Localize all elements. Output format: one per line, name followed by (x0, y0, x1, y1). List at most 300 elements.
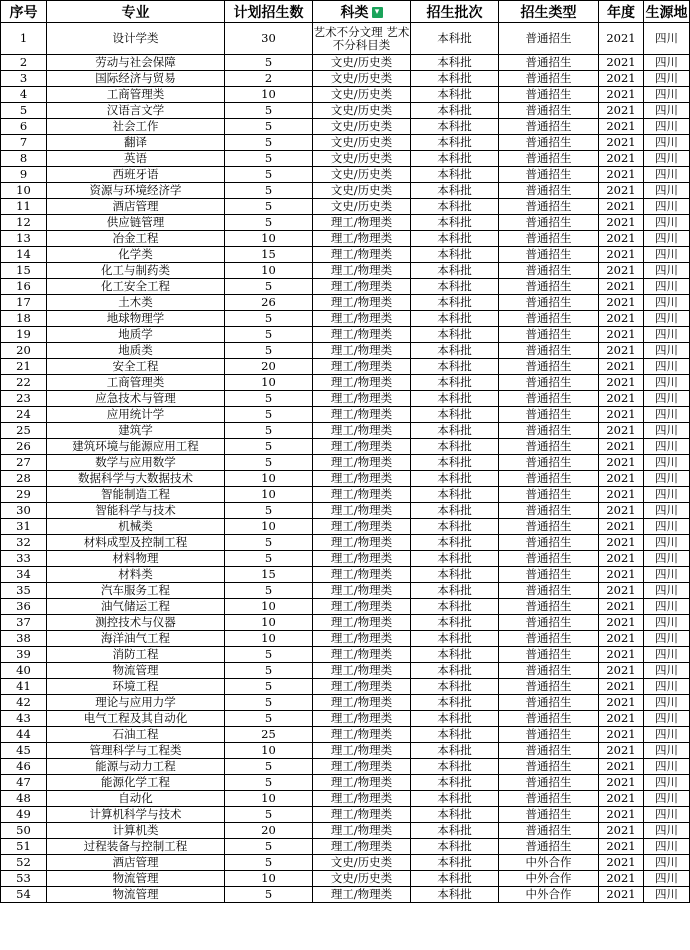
cell-index: 39 (1, 647, 47, 663)
cell-index: 3 (1, 71, 47, 87)
cell-batch: 本科批 (411, 743, 499, 759)
cell-plan: 5 (225, 279, 313, 295)
cell-major: 冶金工程 (47, 231, 225, 247)
cell-region: 四川 (644, 231, 690, 247)
cell-subject: 理工/物理类 (313, 759, 411, 775)
cell-subject: 艺术不分文理 艺术不分科目类 (313, 23, 411, 55)
cell-major: 海洋油气工程 (47, 631, 225, 647)
table-row (1, 343, 690, 359)
cell-index: 44 (1, 727, 47, 743)
cell-type: 普通招生 (499, 615, 599, 631)
cell-year: 2021 (599, 791, 644, 807)
cell-region: 四川 (644, 775, 690, 791)
cell-plan: 5 (225, 215, 313, 231)
cell-index: 24 (1, 407, 47, 423)
cell-plan: 5 (225, 167, 313, 183)
cell-type: 普通招生 (499, 455, 599, 471)
cell-batch: 本科批 (411, 871, 499, 887)
cell-region: 四川 (644, 327, 690, 343)
cell-plan: 20 (225, 359, 313, 375)
cell-type: 普通招生 (499, 263, 599, 279)
table-row (1, 679, 690, 695)
cell-batch: 本科批 (411, 519, 499, 535)
cell-index: 6 (1, 119, 47, 135)
table-row (1, 423, 690, 439)
cell-index: 8 (1, 151, 47, 167)
cell-subject: 理工/物理类 (313, 535, 411, 551)
cell-major: 地质类 (47, 343, 225, 359)
cell-plan: 5 (225, 439, 313, 455)
cell-type: 普通招生 (499, 599, 599, 615)
cell-major: 设计学类 (47, 23, 225, 55)
table-row (1, 167, 690, 183)
cell-subject: 理工/物理类 (313, 455, 411, 471)
cell-year: 2021 (599, 535, 644, 551)
cell-batch: 本科批 (411, 231, 499, 247)
cell-year: 2021 (599, 183, 644, 199)
cell-year: 2021 (599, 375, 644, 391)
table-row (1, 839, 690, 855)
cell-type: 普通招生 (499, 23, 599, 55)
cell-index: 49 (1, 807, 47, 823)
cell-index: 51 (1, 839, 47, 855)
table-row (1, 455, 690, 471)
cell-year: 2021 (599, 199, 644, 215)
table-row (1, 103, 690, 119)
cell-index: 38 (1, 631, 47, 647)
cell-type: 普通招生 (499, 183, 599, 199)
cell-plan: 25 (225, 727, 313, 743)
cell-major: 自动化 (47, 791, 225, 807)
cell-major: 建筑学 (47, 423, 225, 439)
cell-batch: 本科批 (411, 471, 499, 487)
cell-type: 普通招生 (499, 391, 599, 407)
cell-batch: 本科批 (411, 679, 499, 695)
table-row (1, 215, 690, 231)
cell-year: 2021 (599, 407, 644, 423)
cell-subject: 理工/物理类 (313, 375, 411, 391)
cell-region: 四川 (644, 199, 690, 215)
cell-major: 管理科学与工程类 (47, 743, 225, 759)
cell-batch: 本科批 (411, 327, 499, 343)
cell-type: 普通招生 (499, 343, 599, 359)
cell-index: 15 (1, 263, 47, 279)
cell-type: 普通招生 (499, 279, 599, 295)
cell-year: 2021 (599, 135, 644, 151)
cell-plan: 10 (225, 519, 313, 535)
cell-year: 2021 (599, 455, 644, 471)
cell-major: 测控技术与仪器 (47, 615, 225, 631)
cell-index: 11 (1, 199, 47, 215)
cell-year: 2021 (599, 215, 644, 231)
cell-region: 四川 (644, 135, 690, 151)
cell-major: 智能科学与技术 (47, 503, 225, 519)
cell-batch: 本科批 (411, 343, 499, 359)
cell-batch: 本科批 (411, 71, 499, 87)
cell-year: 2021 (599, 663, 644, 679)
table-row (1, 71, 690, 87)
cell-subject: 理工/物理类 (313, 295, 411, 311)
cell-batch: 本科批 (411, 391, 499, 407)
cell-year: 2021 (599, 855, 644, 871)
header-type: 招生类型 (499, 1, 599, 23)
cell-index: 23 (1, 391, 47, 407)
cell-type: 普通招生 (499, 631, 599, 647)
cell-index: 30 (1, 503, 47, 519)
cell-subject: 文史/历史类 (313, 135, 411, 151)
cell-region: 四川 (644, 583, 690, 599)
cell-year: 2021 (599, 231, 644, 247)
cell-subject: 理工/物理类 (313, 663, 411, 679)
table-row (1, 487, 690, 503)
cell-index: 14 (1, 247, 47, 263)
cell-type: 普通招生 (499, 87, 599, 103)
cell-batch: 本科批 (411, 647, 499, 663)
table-row (1, 231, 690, 247)
table-row (1, 823, 690, 839)
cell-subject: 理工/物理类 (313, 391, 411, 407)
cell-plan: 5 (225, 119, 313, 135)
cell-major: 酒店管理 (47, 199, 225, 215)
cell-region: 四川 (644, 855, 690, 871)
cell-index: 1 (1, 23, 47, 55)
table-row (1, 439, 690, 455)
cell-region: 四川 (644, 615, 690, 631)
filter-icon[interactable]: ▾ (372, 7, 383, 18)
cell-index: 53 (1, 871, 47, 887)
cell-region: 四川 (644, 743, 690, 759)
cell-region: 四川 (644, 519, 690, 535)
header-subject-label: 科类 (340, 4, 369, 21)
cell-subject: 文史/历史类 (313, 167, 411, 183)
cell-year: 2021 (599, 839, 644, 855)
cell-plan: 30 (225, 23, 313, 55)
cell-index: 10 (1, 183, 47, 199)
cell-plan: 5 (225, 663, 313, 679)
cell-index: 27 (1, 455, 47, 471)
cell-year: 2021 (599, 167, 644, 183)
cell-major: 工商管理类 (47, 375, 225, 391)
cell-plan: 5 (225, 151, 313, 167)
cell-year: 2021 (599, 519, 644, 535)
cell-subject: 文史/历史类 (313, 871, 411, 887)
table-row (1, 615, 690, 631)
cell-batch: 本科批 (411, 487, 499, 503)
table-row (1, 247, 690, 263)
header-batch: 招生批次 (411, 1, 499, 23)
cell-region: 四川 (644, 423, 690, 439)
table-row (1, 391, 690, 407)
cell-subject: 理工/物理类 (313, 471, 411, 487)
cell-major: 化工与制药类 (47, 263, 225, 279)
cell-type: 普通招生 (499, 215, 599, 231)
table-row (1, 519, 690, 535)
cell-type: 普通招生 (499, 199, 599, 215)
cell-major: 建筑环境与能源应用工程 (47, 439, 225, 455)
table-row (1, 887, 690, 903)
cell-major: 能源与动力工程 (47, 759, 225, 775)
cell-subject: 理工/物理类 (313, 631, 411, 647)
cell-year: 2021 (599, 295, 644, 311)
cell-subject: 理工/物理类 (313, 423, 411, 439)
cell-type: 普通招生 (499, 679, 599, 695)
cell-type: 普通招生 (499, 551, 599, 567)
cell-major: 智能制造工程 (47, 487, 225, 503)
cell-subject: 理工/物理类 (313, 279, 411, 295)
table-row (1, 55, 690, 71)
cell-subject: 理工/物理类 (313, 567, 411, 583)
table-row (1, 551, 690, 567)
cell-index: 16 (1, 279, 47, 295)
cell-major: 汉语言文学 (47, 103, 225, 119)
cell-region: 四川 (644, 791, 690, 807)
cell-type: 普通招生 (499, 295, 599, 311)
cell-index: 29 (1, 487, 47, 503)
cell-region: 四川 (644, 487, 690, 503)
cell-region: 四川 (644, 631, 690, 647)
cell-year: 2021 (599, 711, 644, 727)
cell-plan: 10 (225, 615, 313, 631)
table-row (1, 87, 690, 103)
cell-subject: 理工/物理类 (313, 519, 411, 535)
cell-year: 2021 (599, 551, 644, 567)
cell-subject: 理工/物理类 (313, 327, 411, 343)
cell-type: 普通招生 (499, 839, 599, 855)
cell-subject: 文史/历史类 (313, 87, 411, 103)
cell-type: 中外合作 (499, 871, 599, 887)
cell-major: 计算机类 (47, 823, 225, 839)
cell-major: 理论与应用力学 (47, 695, 225, 711)
cell-batch: 本科批 (411, 503, 499, 519)
cell-major: 化学类 (47, 247, 225, 263)
cell-major: 劳动与社会保障 (47, 55, 225, 71)
cell-year: 2021 (599, 279, 644, 295)
table-row (1, 151, 690, 167)
cell-batch: 本科批 (411, 199, 499, 215)
cell-plan: 2 (225, 71, 313, 87)
cell-plan: 5 (225, 407, 313, 423)
cell-subject: 理工/物理类 (313, 647, 411, 663)
cell-index: 19 (1, 327, 47, 343)
cell-batch: 本科批 (411, 695, 499, 711)
cell-index: 9 (1, 167, 47, 183)
cell-batch: 本科批 (411, 87, 499, 103)
cell-region: 四川 (644, 871, 690, 887)
cell-year: 2021 (599, 263, 644, 279)
cell-plan: 5 (225, 199, 313, 215)
cell-region: 四川 (644, 679, 690, 695)
cell-plan: 5 (225, 583, 313, 599)
cell-subject: 理工/物理类 (313, 887, 411, 903)
cell-plan: 5 (225, 183, 313, 199)
cell-year: 2021 (599, 359, 644, 375)
cell-year: 2021 (599, 487, 644, 503)
cell-region: 四川 (644, 391, 690, 407)
cell-major: 机械类 (47, 519, 225, 535)
table-row (1, 663, 690, 679)
cell-region: 四川 (644, 103, 690, 119)
cell-region: 四川 (644, 343, 690, 359)
cell-region: 四川 (644, 455, 690, 471)
cell-subject: 理工/物理类 (313, 311, 411, 327)
cell-region: 四川 (644, 535, 690, 551)
cell-region: 四川 (644, 599, 690, 615)
cell-subject: 理工/物理类 (313, 679, 411, 695)
cell-plan: 5 (225, 503, 313, 519)
cell-region: 四川 (644, 567, 690, 583)
table-row (1, 695, 690, 711)
cell-region: 四川 (644, 471, 690, 487)
table-row (1, 471, 690, 487)
cell-batch: 本科批 (411, 567, 499, 583)
cell-major: 材料成型及控制工程 (47, 535, 225, 551)
cell-type: 普通招生 (499, 359, 599, 375)
cell-batch: 本科批 (411, 151, 499, 167)
cell-type: 普通招生 (499, 583, 599, 599)
cell-index: 46 (1, 759, 47, 775)
cell-batch: 本科批 (411, 775, 499, 791)
cell-year: 2021 (599, 727, 644, 743)
cell-batch: 本科批 (411, 551, 499, 567)
cell-year: 2021 (599, 247, 644, 263)
cell-subject: 理工/物理类 (313, 503, 411, 519)
cell-type: 普通招生 (499, 487, 599, 503)
table-row (1, 263, 690, 279)
cell-year: 2021 (599, 615, 644, 631)
cell-region: 四川 (644, 375, 690, 391)
header-row (1, 1, 690, 23)
cell-type: 普通招生 (499, 759, 599, 775)
cell-batch: 本科批 (411, 263, 499, 279)
cell-region: 四川 (644, 295, 690, 311)
header-region: 生源地 (644, 1, 690, 23)
cell-batch: 本科批 (411, 711, 499, 727)
cell-major: 应用统计学 (47, 407, 225, 423)
cell-batch: 本科批 (411, 823, 499, 839)
cell-plan: 5 (225, 695, 313, 711)
cell-major: 社会工作 (47, 119, 225, 135)
cell-region: 四川 (644, 311, 690, 327)
table-row (1, 295, 690, 311)
table-row (1, 535, 690, 551)
cell-type: 普通招生 (499, 519, 599, 535)
cell-year: 2021 (599, 599, 644, 615)
table-body (1, 23, 690, 903)
table-row (1, 727, 690, 743)
cell-region: 四川 (644, 279, 690, 295)
cell-subject: 理工/物理类 (313, 839, 411, 855)
cell-region: 四川 (644, 23, 690, 55)
cell-plan: 5 (225, 647, 313, 663)
cell-index: 13 (1, 231, 47, 247)
table-row (1, 327, 690, 343)
cell-major: 化工安全工程 (47, 279, 225, 295)
cell-major: 地质学 (47, 327, 225, 343)
cell-plan: 5 (225, 311, 313, 327)
cell-subject: 理工/物理类 (313, 439, 411, 455)
cell-index: 2 (1, 55, 47, 71)
cell-index: 12 (1, 215, 47, 231)
cell-batch: 本科批 (411, 663, 499, 679)
cell-subject: 理工/物理类 (313, 807, 411, 823)
cell-plan: 5 (225, 343, 313, 359)
cell-batch: 本科批 (411, 215, 499, 231)
table-row (1, 199, 690, 215)
header-index: 序号 (1, 1, 47, 23)
cell-type: 普通招生 (499, 503, 599, 519)
cell-major: 材料类 (47, 567, 225, 583)
cell-year: 2021 (599, 807, 644, 823)
cell-index: 45 (1, 743, 47, 759)
cell-plan: 10 (225, 871, 313, 887)
cell-type: 普通招生 (499, 727, 599, 743)
cell-subject: 理工/物理类 (313, 407, 411, 423)
cell-year: 2021 (599, 23, 644, 55)
cell-batch: 本科批 (411, 583, 499, 599)
cell-region: 四川 (644, 263, 690, 279)
cell-index: 18 (1, 311, 47, 327)
cell-index: 37 (1, 615, 47, 631)
cell-region: 四川 (644, 439, 690, 455)
cell-year: 2021 (599, 391, 644, 407)
cell-index: 48 (1, 791, 47, 807)
table-row (1, 807, 690, 823)
cell-year: 2021 (599, 887, 644, 903)
cell-subject: 理工/物理类 (313, 583, 411, 599)
cell-region: 四川 (644, 887, 690, 903)
cell-type: 普通招生 (499, 55, 599, 71)
cell-type: 普通招生 (499, 791, 599, 807)
cell-index: 31 (1, 519, 47, 535)
cell-year: 2021 (599, 567, 644, 583)
cell-subject: 文史/历史类 (313, 103, 411, 119)
cell-plan: 10 (225, 375, 313, 391)
table-row (1, 599, 690, 615)
cell-subject: 理工/物理类 (313, 615, 411, 631)
table-row (1, 23, 690, 55)
cell-major: 资源与环境经济学 (47, 183, 225, 199)
table-row (1, 583, 690, 599)
table-row (1, 855, 690, 871)
cell-year: 2021 (599, 871, 644, 887)
table-row (1, 759, 690, 775)
cell-year: 2021 (599, 55, 644, 71)
cell-plan: 10 (225, 743, 313, 759)
cell-plan: 10 (225, 231, 313, 247)
cell-region: 四川 (644, 167, 690, 183)
cell-index: 47 (1, 775, 47, 791)
cell-plan: 5 (225, 535, 313, 551)
cell-year: 2021 (599, 775, 644, 791)
cell-major: 电气工程及其自动化 (47, 711, 225, 727)
cell-region: 四川 (644, 823, 690, 839)
cell-batch: 本科批 (411, 599, 499, 615)
cell-plan: 10 (225, 599, 313, 615)
table-row (1, 791, 690, 807)
cell-type: 普通招生 (499, 407, 599, 423)
table-row (1, 567, 690, 583)
table-row (1, 775, 690, 791)
cell-plan: 10 (225, 263, 313, 279)
cell-major: 英语 (47, 151, 225, 167)
cell-major: 酒店管理 (47, 855, 225, 871)
cell-major: 地球物理学 (47, 311, 225, 327)
cell-region: 四川 (644, 71, 690, 87)
cell-index: 22 (1, 375, 47, 391)
cell-plan: 5 (225, 759, 313, 775)
cell-year: 2021 (599, 103, 644, 119)
cell-type: 普通招生 (499, 823, 599, 839)
